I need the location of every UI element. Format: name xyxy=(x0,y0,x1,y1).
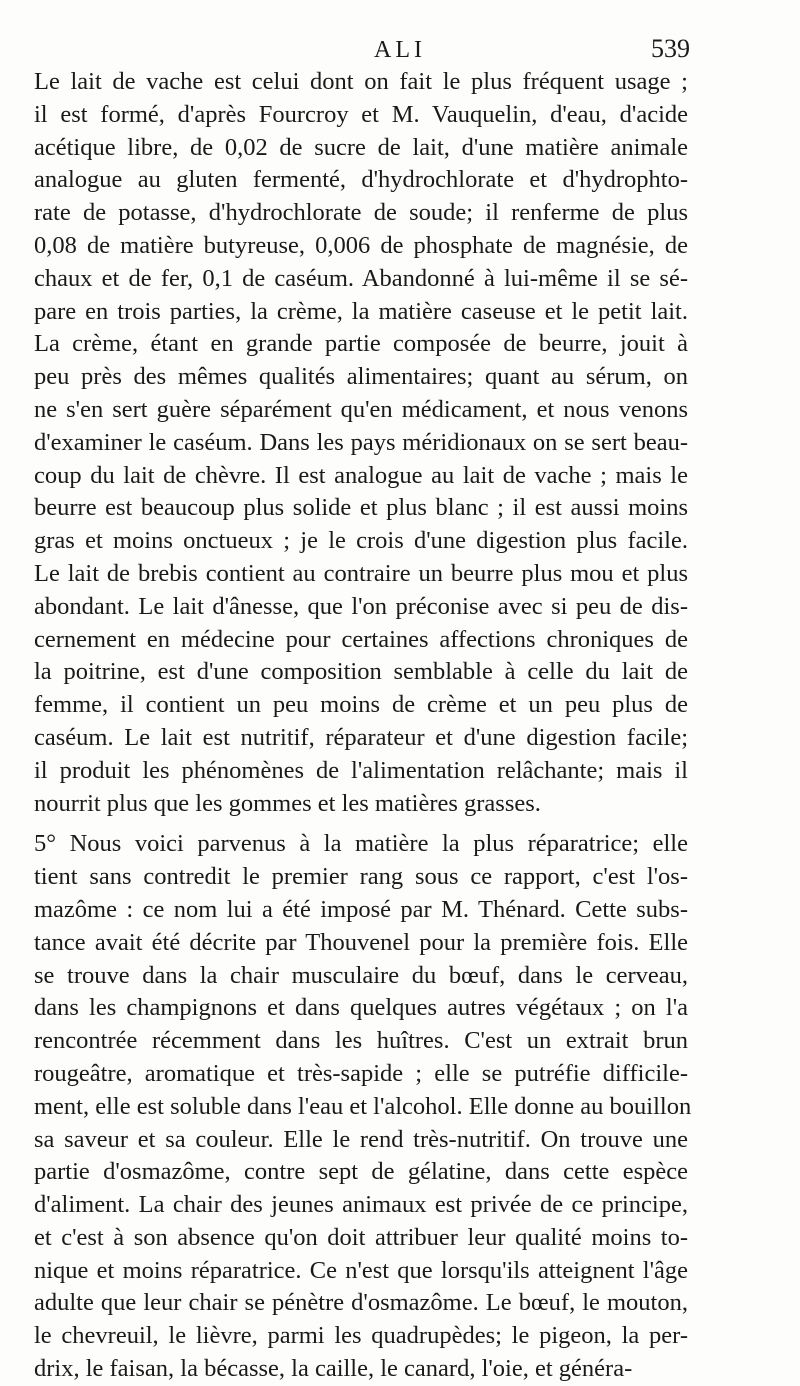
text-line: la poitrine, est d'une composition semblable à celle du lait de xyxy=(34,658,688,686)
text-line: caséum. Le lait est nutritif, réparateur et d'une digestion facile; xyxy=(34,723,688,751)
text-line: sa saveur et sa couleur. Elle le rend très-nutritif. On trouve une xyxy=(34,1125,688,1153)
text-line: tance avait été décrite par Thouvenel pour la première fois. Elle xyxy=(34,928,688,956)
text-line: nourrit plus que les gommes et les matières grasses. xyxy=(34,789,541,817)
text-line: d'examiner le caséum. Dans les pays méridionaux on se sert beau- xyxy=(34,428,688,456)
text-line: rougeâtre, aromatique et très-sapide ; elle se putréfie difficile- xyxy=(34,1059,688,1087)
text-line: dans les champignons et dans quelques autres végétaux ; on l'a xyxy=(34,994,688,1022)
text-line: acétique libre, de 0,02 de sucre de lait, d'une matière animale xyxy=(34,133,688,161)
text-line: Le lait de brebis contient au contraire un beurre plus mou et plus xyxy=(34,559,688,587)
text-line: se trouve dans la chair musculaire du bœuf, dans le cerveau, xyxy=(34,961,688,989)
text-line: ment, elle est soluble dans l'eau et l'alcohol. Elle donne au bouillon xyxy=(34,1092,692,1120)
text-line: chaux et de fer, 0,1 de caséum. Abandonné à lui-même il se sé- xyxy=(34,264,688,292)
page-header xyxy=(0,24,800,64)
text-line: rencontrée récemment dans les huîtres. C'est un extrait brun xyxy=(34,1027,688,1055)
running-head: ALI xyxy=(374,37,426,63)
text-line: ne s'en sert guère séparément qu'en médicament, et nous venons xyxy=(34,395,688,423)
text-line: d'aliment. La chair des jeunes animaux est privée de ce principe, xyxy=(34,1191,688,1219)
text-line: il est formé, d'après Fourcroy et M. Vauquelin, d'eau, d'acide xyxy=(34,100,688,128)
text-line: beurre est beaucoup plus solide et plus blanc ; il est aussi moins xyxy=(34,494,688,522)
text-line: tient sans contredit le premier rang sous ce rapport, c'est l'os- xyxy=(34,863,688,891)
text-line: 0,08 de matière butyreuse, 0,006 de phosphate de magnésie, de xyxy=(34,231,688,259)
text-line: La crème, étant en grande partie composée de beurre, jouit à xyxy=(34,330,688,358)
page-number: 539 xyxy=(651,34,690,63)
text-line: il produit les phénomènes de l'alimentation relâchante; mais il xyxy=(34,756,688,784)
text-line: Le lait de vache est celui dont on fait le plus fréquent usage ; xyxy=(34,68,688,95)
text-line: le chevreuil, le lièvre, parmi les quadrupèdes; le pigeon, la per- xyxy=(34,1322,688,1350)
paragraph-lait xyxy=(34,66,688,820)
text-line: partie d'osmazôme, contre sept de gélatine, dans cette espèce xyxy=(34,1158,688,1186)
text-line: analogue au gluten fermenté, d'hydrochlorate et d'hydrophto- xyxy=(34,166,688,194)
text-line: nique et moins réparatrice. Ce n'est que lorsqu'ils atteignent l'âge xyxy=(34,1256,688,1284)
text-line: femme, il contient un peu moins de crème et un peu plus de xyxy=(34,691,688,719)
text-line: mazôme : ce nom lui a été imposé par M. Thénard. Cette subs- xyxy=(34,895,688,923)
text-line: adulte que leur chair se pénètre d'osmazôme. Le bœuf, le mouton, xyxy=(34,1289,688,1317)
text-line: gras et moins onctueux ; je le crois d'une digestion plus facile. xyxy=(34,527,688,555)
body-text xyxy=(34,66,692,1386)
text-line: 5° Nous voici parvenus à la matière la plus réparatrice; elle xyxy=(34,830,688,858)
paragraph-osmazome xyxy=(34,828,692,1386)
text-line: cernement en médecine pour certaines affections chroniques de xyxy=(34,625,688,653)
text-line: rate de potasse, d'hydrochlorate de soude; il renferme de plus xyxy=(34,199,688,227)
text-line: et c'est à son absence qu'on doit attribuer leur qualité moins to- xyxy=(34,1223,688,1251)
text-line: pare en trois parties, la crème, la matière caseuse et le petit lait. xyxy=(34,297,688,325)
text-line: abondant. Le lait d'ânesse, que l'on préconise avec si peu de dis- xyxy=(34,592,688,620)
text-line: peu près des mêmes qualités alimentaires; quant au sérum, on xyxy=(34,363,688,391)
text-line: drix, le faisan, la bécasse, la caille, le canard, l'oie, et généra- xyxy=(34,1355,633,1383)
text-line: coup du lait de chèvre. Il est analogue au lait de vache ; mais le xyxy=(34,461,688,489)
